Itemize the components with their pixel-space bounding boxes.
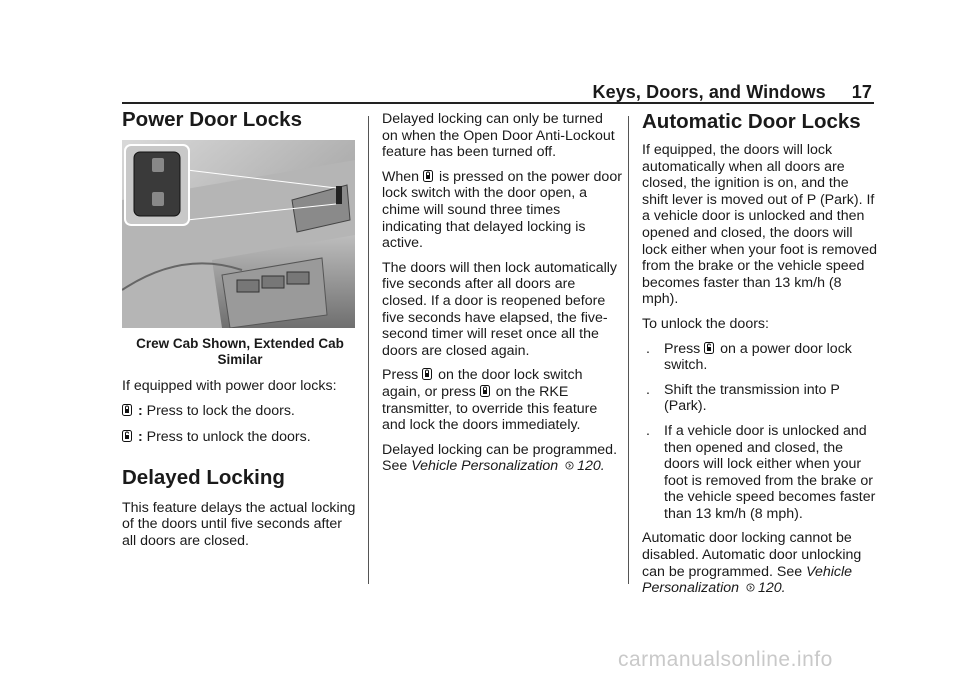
delayed-paragraph-3: The doors will then lock automatically five seconds after all doors are closed. If a door is reopened before five seconds have elapsed, the five-second timer will reset once all the doors are closed again. — [382, 259, 617, 359]
automatic-paragraph-1: If equipped, the doors will lock automatically when all doors are closed, the ignition is on, and the shift lever is moved out of P (Park). If a vehicle door is unlocked and then opened and closed, the doors will lock either when your foot is removed from the brake or the vehicle speed becomes faster than 13 km/h (8 mph). — [642, 142, 877, 308]
list-item: . If a vehicle door is unlocked and then opened and closed, the doors will lock either when your foot is removed from the brake or the vehicle speed becomes faster than 13 km/h (8 mph). — [646, 422, 876, 522]
door-lock-switch-photo — [122, 140, 355, 328]
right-column — [642, 108, 877, 605]
automatic-door-locks-heading: Automatic Door Locks — [642, 110, 861, 133]
delayed-locking-heading: Delayed Locking — [122, 465, 285, 489]
page-number: 17 — [851, 82, 872, 102]
lock-icon — [480, 385, 490, 397]
section-title: Keys, Doors, and Windows — [592, 82, 826, 102]
list-item: . Press on a power door lock switch. — [646, 340, 852, 374]
page-reference[interactable]: 120. — [757, 580, 786, 597]
intro-text: If equipped with power door locks: — [122, 378, 337, 394]
lock-icon — [422, 368, 432, 380]
automatic-paragraph-3: Automatic door locking cannot be disabled. Automatic door unlocking can be programmed. See Vehicle Personalization 120. — [642, 530, 862, 597]
vehicle-personalization-link[interactable]: Vehicle Personalization — [411, 458, 559, 475]
unlock-steps-list — [642, 341, 877, 523]
unlock-description: : Press to unlock the doors. — [122, 429, 358, 446]
lock-icon — [122, 404, 132, 416]
page-reference-icon — [746, 583, 755, 592]
lock-icon — [423, 170, 433, 182]
delayed-paragraph-4: Press on the door lock switch again, or press on the RKE transmitter, to override this feature and lock the doors immediately. — [382, 367, 598, 434]
unlock-icon — [704, 342, 714, 354]
unlock-icon — [122, 430, 132, 442]
left-column — [122, 108, 358, 558]
delayed-locking-text: This feature delays the actual locking of the doors until five seconds after all doors are closed. — [122, 499, 356, 549]
middle-column — [382, 111, 622, 483]
automatic-paragraph-2: To unlock the doors: — [642, 315, 769, 332]
header-rule — [122, 102, 874, 104]
list-item: . Shift the transmission into P (Park). — [646, 381, 840, 415]
delayed-paragraph-2: When is pressed on the power door lock switch with the door open, a chime will sound three times indicating that delayed locking is active. — [382, 168, 622, 252]
photo-caption: Crew Cab Shown, Extended Cab Similar — [136, 336, 344, 367]
column-divider-left — [368, 116, 369, 584]
delayed-paragraph-1: Delayed locking can only be turned on when the Open Door Anti-Lockout feature has been turned off. — [382, 111, 615, 161]
page-reference[interactable]: 120. — [577, 458, 605, 475]
lock-description: : Press to lock the doors. — [122, 403, 358, 420]
page-reference-icon — [565, 461, 574, 470]
delayed-paragraph-5: Delayed locking can be programmed. See Vehicle Personalization 120. — [382, 441, 618, 475]
power-door-locks-heading: Power Door Locks — [122, 108, 302, 131]
watermark: carmanualsonline.info — [618, 648, 833, 671]
running-header — [592, 82, 872, 103]
column-divider-right — [628, 116, 629, 584]
vehicle-personalization-link[interactable]: Vehicle Personalization — [642, 563, 853, 597]
